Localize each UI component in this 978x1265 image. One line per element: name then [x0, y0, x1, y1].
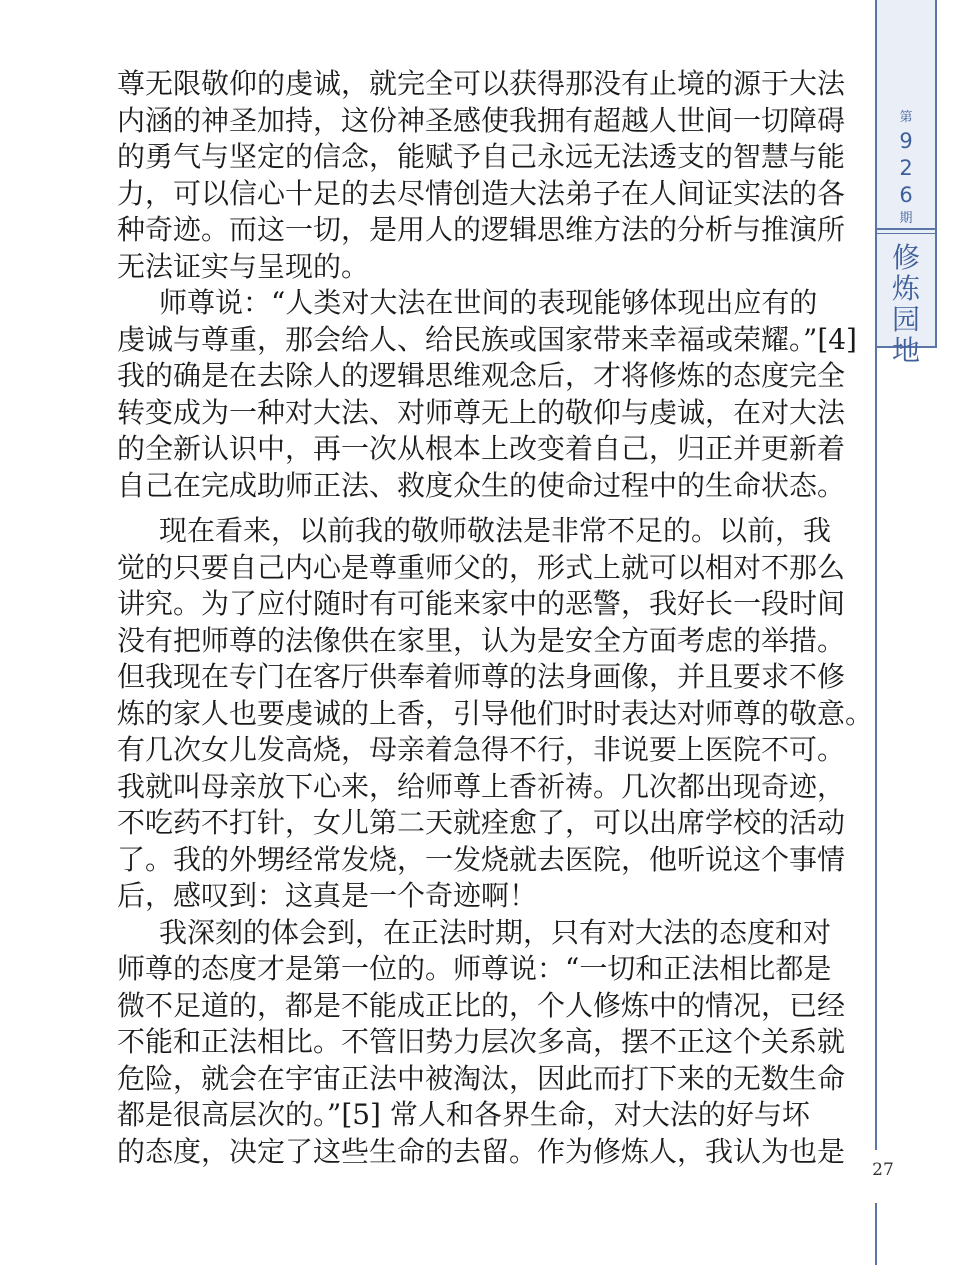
sidebar-divider	[877, 233, 935, 234]
issue-number	[877, 108, 935, 229]
text-line: 转变成为一种对大法、对师尊无上的敬仰与虔诚，在对大法	[117, 395, 846, 429]
text-line: 尊无限敬仰的虔诚，就完全可以获得那没有止境的源于大法	[117, 67, 846, 100]
issue-suffix: 期	[899, 211, 913, 226]
text-line: 虔诚与尊重，那会给人、给民族或国家带来幸福或荣耀。”[4]	[117, 322, 857, 356]
issue-digit: 2	[899, 156, 913, 180]
text-line: 师尊的态度才是第一位的。师尊说：“一切和正法相比都是	[117, 952, 832, 985]
column-title-char: 炼	[891, 272, 920, 305]
text-line: 讲究。为了应付随时有可能来家中的恶警，我好长一段时间	[117, 587, 846, 620]
text-line: 的态度，决定了这些生命的去留。作为修炼人，我认为也是	[117, 1134, 846, 1168]
text-line: 但我现在专门在客厅供奉着师尊的法身画像，并且要求不修	[117, 660, 846, 693]
text-line: 我就叫母亲放下心来，给师尊上香祈祷。几次都出现奇迹，	[117, 769, 846, 803]
margin-rule	[875, 1203, 877, 1265]
issue-digit: 6	[899, 183, 913, 207]
issue-prefix: 第	[899, 110, 913, 125]
text-line: 无法证实与呈现的。	[117, 249, 370, 283]
text-line: 种奇迹。而这一切，是用人的逻辑思维方法的分析与推演所	[117, 213, 846, 246]
text-line: 微不足道的，都是不能成正比的，个人修炼中的情况，已经	[117, 988, 846, 1022]
text-line: 了。我的外甥经常发烧，一发烧就去医院，他听说这个事情	[117, 842, 846, 876]
text-line: 力，可以信心十足的去尽情创造大法弟子在人间证实法的各	[117, 176, 846, 210]
text-line: 自己在完成助师正法、救度众生的使命过程中的生命状态。	[117, 468, 846, 502]
text-line: 后，感叹到：这真是一个奇迹啊！	[117, 879, 538, 912]
issue-digit: 9	[899, 129, 913, 153]
article-body	[117, 66, 874, 1170]
column-title-char: 地	[891, 334, 920, 367]
text-line: 没有把师尊的法像供在家里，认为是安全方面考虑的举措。	[117, 623, 846, 657]
column-title	[877, 242, 935, 366]
text-line: 危险，就会在宇宙正法中被淘汰，因此而打下来的无数生命	[117, 1061, 846, 1095]
paragraph-first-line: 我深刻的体会到，在正法时期，只有对大法的态度和对	[159, 915, 832, 949]
page-number: 27	[872, 1160, 894, 1180]
text-line: 有几次女儿发高烧，母亲着急得不行，非说要上医院不可。	[117, 733, 846, 766]
text-line: 不吃药不打针，女儿第二天就痊愈了，可以出席学校的活动	[117, 806, 846, 839]
text-line: 都是很高层次的。”[5] 常人和各界生命，对大法的好与坏	[117, 1098, 810, 1131]
text-line: 觉的只要自己内心是尊重师父的，形式上就可以相对不那么	[117, 550, 846, 584]
text-line: 我的确是在去除人的逻辑思维观念后，才将修炼的态度完全	[117, 359, 846, 392]
column-title-char: 园	[891, 303, 920, 336]
text-line: 的全新认识中，再一次从根本上改变着自己，归正并更新着	[117, 432, 846, 465]
text-line: 炼的家人也要虔诚的上香，引导他们时时表达对师尊的敬意。	[117, 696, 874, 730]
paragraph-first-line: 师尊说：“人类对大法在世间的表现能够体现出应有的	[159, 286, 818, 319]
paragraph-first-line: 现在看来，以前我的敬师敬法是非常不足的。以前，我	[159, 514, 832, 547]
text-line: 的勇气与坚定的信念，能赋予自己永远无法透支的智慧与能	[117, 140, 846, 173]
text-line: 不能和正法相比。不管旧势力层次多高，摆不正这个关系就	[117, 1025, 846, 1058]
column-title-char: 修	[891, 241, 920, 274]
text-line: 内涵的神圣加持，这份神圣感使我拥有超越人世间一切障碍	[117, 103, 846, 137]
